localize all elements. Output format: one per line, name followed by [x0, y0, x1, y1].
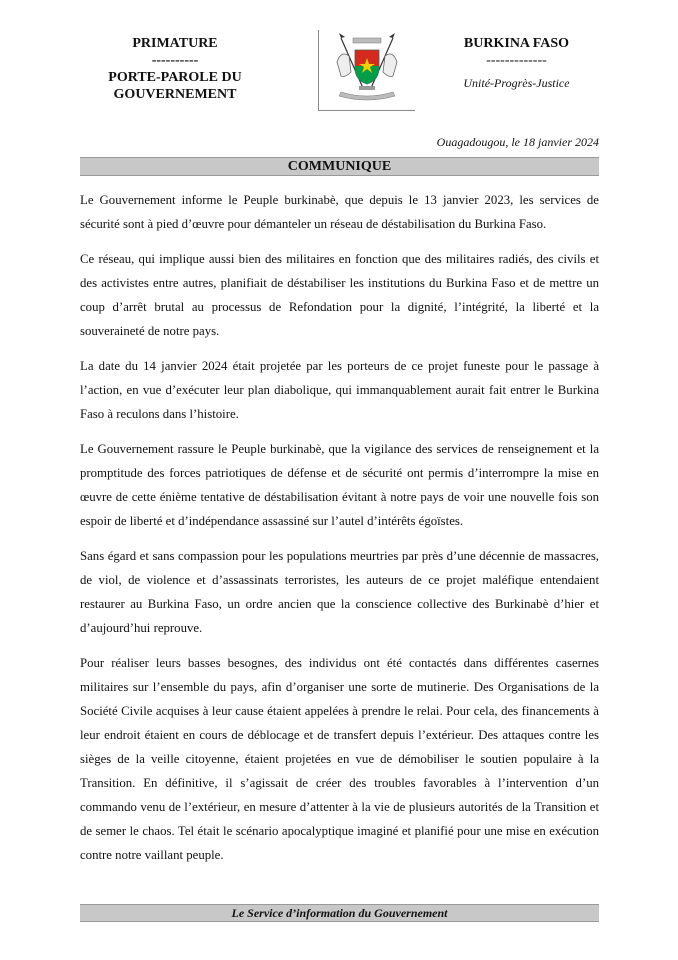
paragraph: La date du 14 janvier 2024 était projetée par les porteurs de ce projet funeste pour le passage à l’action, en vue d’exécuter leur plan diabolique, qui immanquablement aurait fait entrer le Burkina Faso à reculons dans l’histoire.: [80, 359, 599, 421]
issuer-government: GOUVERNEMENT: [113, 87, 237, 102]
dateline: Ouagadougou, le 18 janvier 2024: [436, 135, 599, 149]
paragraph: Ce réseau, qui implique aussi bien des militaires en fonction que des militaires radiés, des civils et des activistes entre autres, planifiait de déstabiliser les institutions du Burkina Faso et de mettre un coup d’arrêt brutal au processus de Refondation pour la dignité, l’intégrité, la liberté et la souveraineté de notre pays.: [80, 252, 599, 338]
paragraph: Sans égard et sans compassion pour les populations meurtries par près d’une décennie de massacres, de viol, de violence et d’assassinats terroristes, les auteurs de ce projet maléfique entendaient restaurer au Burkina Faso, un ordre ancien que la conscience collective des Burkinabè d’hier et d’aujourd’hui reprouve.: [80, 549, 599, 635]
country-block: [424, 35, 609, 92]
country-separator: -------------: [486, 53, 547, 68]
paragraph: Le Gouvernement rassure le Peuple burkinabè, que la vigilance des services de renseignement et la promptitude des forces patriotiques de défense et de sécurité ont permis d’interrompre la mise en œuvre de cette énième tentative de déstabilisation évitant à notre pays de voir une nouvelle fois son espoir de liberté et d’indépendance assassiné sur l’autel d’intérêts égoïstes.: [80, 442, 599, 528]
issuer-block: [70, 35, 280, 103]
document-title: COMMUNIQUE: [80, 157, 599, 176]
coat-of-arms-frame: [318, 30, 415, 111]
signature-footer: Le Service d’information du Gouvernement: [80, 904, 599, 922]
communique-body: [80, 188, 599, 878]
issuer-primature: PRIMATURE: [132, 36, 218, 51]
country-name: BURKINA FASO: [463, 36, 570, 51]
issuer-separator: ----------: [151, 53, 199, 68]
paragraph: Le Gouvernement informe le Peuple burkinabè, que depuis le 13 janvier 2023, les services de sécurité sont à pied d’œuvre pour démanteler un réseau de déstabilisation du Burkina Faso.: [80, 193, 599, 231]
coat-of-arms-icon: [331, 32, 403, 106]
national-motto: Unité-Progrès-Justice: [463, 76, 570, 90]
issuer-office: PORTE-PAROLE DU: [108, 70, 242, 85]
paragraph: Pour réaliser leurs basses besognes, des individus ont été contactés dans différentes casernes militaires sur l’ensemble du pays, afin d’organiser une sorte de mutinerie. Des Organisations de la Société Civile acquises à leur cause étaient appelées à prendre le relai. Pour cela, des financements à leur endroit étaient en cours de déblocage et de transfert depuis l’extérieur. Des attaques contre les sièges de la veille citoyenne, étaient projetées en vue de démobiliser le soutien populaire à la Transition. En définitive, il s’agissait de créer des troubles favorables à l’intervention d’un commando venu de l’extérieur, en mesure d’attenter à la vie de plusieurs autorités de la Transition et de semer le chaos. Tel était le scénario apocalyptique imaginé et planifié pour une mise en exécution contre notre vaillant peuple.: [80, 656, 599, 862]
